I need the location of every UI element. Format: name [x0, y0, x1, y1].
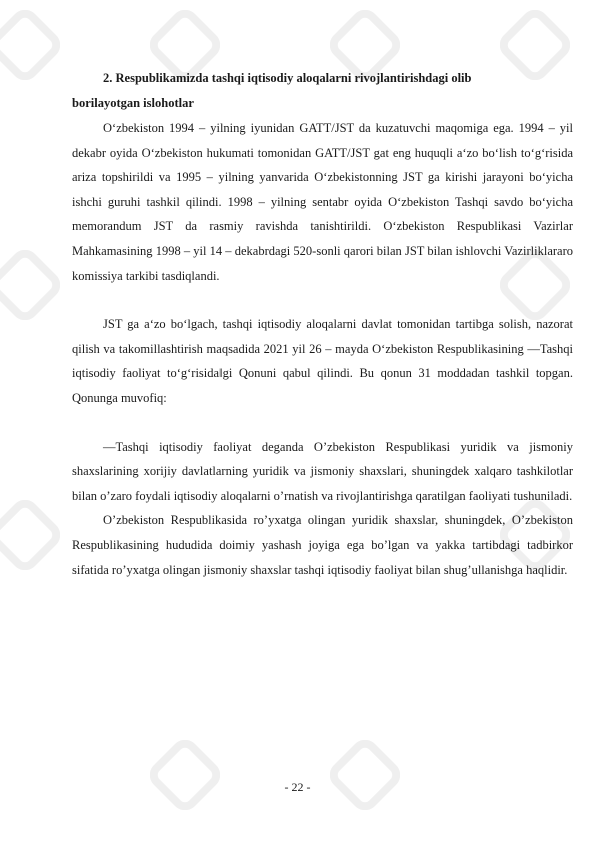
paragraph-law-adoption: JST ga a‘zo bo‘lgach, tashqi iqtisodiy aloqalarni davlat tomonidan tartibga solish, nazorat qilish va takomillashtirish maqsadida 2021 yil 26 – mayda O‘zbekiston Respublikasining ―Tashqi iqtisodiy faoliyat to‘g‘risida‖gi Qonuni qabul qilindi. Bu qonun 31 moddadan tashkil topgan. Qonunga muvofiq: — [72, 317, 573, 405]
paragraph-spacer — [72, 288, 573, 312]
document-logo-icon — [0, 250, 60, 320]
paragraph-eligible-entities: O’zbekiston Respublikasida ro’yxatga olingan yuridik shaxslar, shuningdek, O’zbekiston Respublikasining hududida doimiy yashash joyiga ega bo’lgan va yakka tartibdagi tadbirkor sifatida ro’yxatga olingan jismoniy shaxslar tashqi iqtisodiy faoliyat bilan shug’ullanishga haqlidir. — [72, 513, 573, 577]
paragraph-wto-history: O‘zbekiston 1994 – yilning iyunidan GATT/JST da kuzatuvchi maqomiga ega. 1994 – yil dekabr oyida O‘zbekiston hukumati tomonidan GATT/JST gat eng huquqli a‘zo bo‘lish to‘g‘risida ariza topshirildi va 1995 – yilning yanvarida O‘zbekistonning JST ga kirishi jarayoni bo‘yicha ishchi guruhi tashkil qilindi. 1998 – yilning sentabr oyida O‘zbekiston Tashqi savdo bo‘yicha memorandum JST da rasmiy ravishda tanishtirildi. O‘zbekiston Respublikasi Vazirlar Mahkamasining 1998 – yil 14 – dekabrdagi 520-sonli qarori bilan JST bilan ishlovchi Vazirliklararo komissiya tarkibi tasdiqlandi. — [72, 121, 573, 283]
document-page — [72, 66, 573, 582]
document-logo-icon — [330, 740, 400, 810]
document-logo-icon — [0, 500, 60, 570]
section-heading-continued: borilayotgan islohotlar — [72, 96, 194, 110]
document-logo-icon — [0, 10, 60, 80]
section-heading: 2. Respublikamizda tashqi iqtisodiy aloqalarni rivojlantirishdagi olib — [103, 71, 472, 85]
page-number: - 22 - — [284, 780, 311, 794]
paragraph-spacer — [72, 411, 573, 435]
paragraph-definition: ―Tashqi iqtisodiy faoliyat deganda O’zbekiston Respublikasi yuridik va jismoniy shaxslarining xorijiy davlatlarning yuridik va jismoniy shaxslari, shuningdek xalqaro tashkilotlar bilan o’zaro foydali iqtisodiy aloqalarni o’rnatish va rivojlantirishga qaratilgan faoliyati tushuniladi. — [72, 439, 573, 503]
document-logo-icon — [150, 740, 220, 810]
